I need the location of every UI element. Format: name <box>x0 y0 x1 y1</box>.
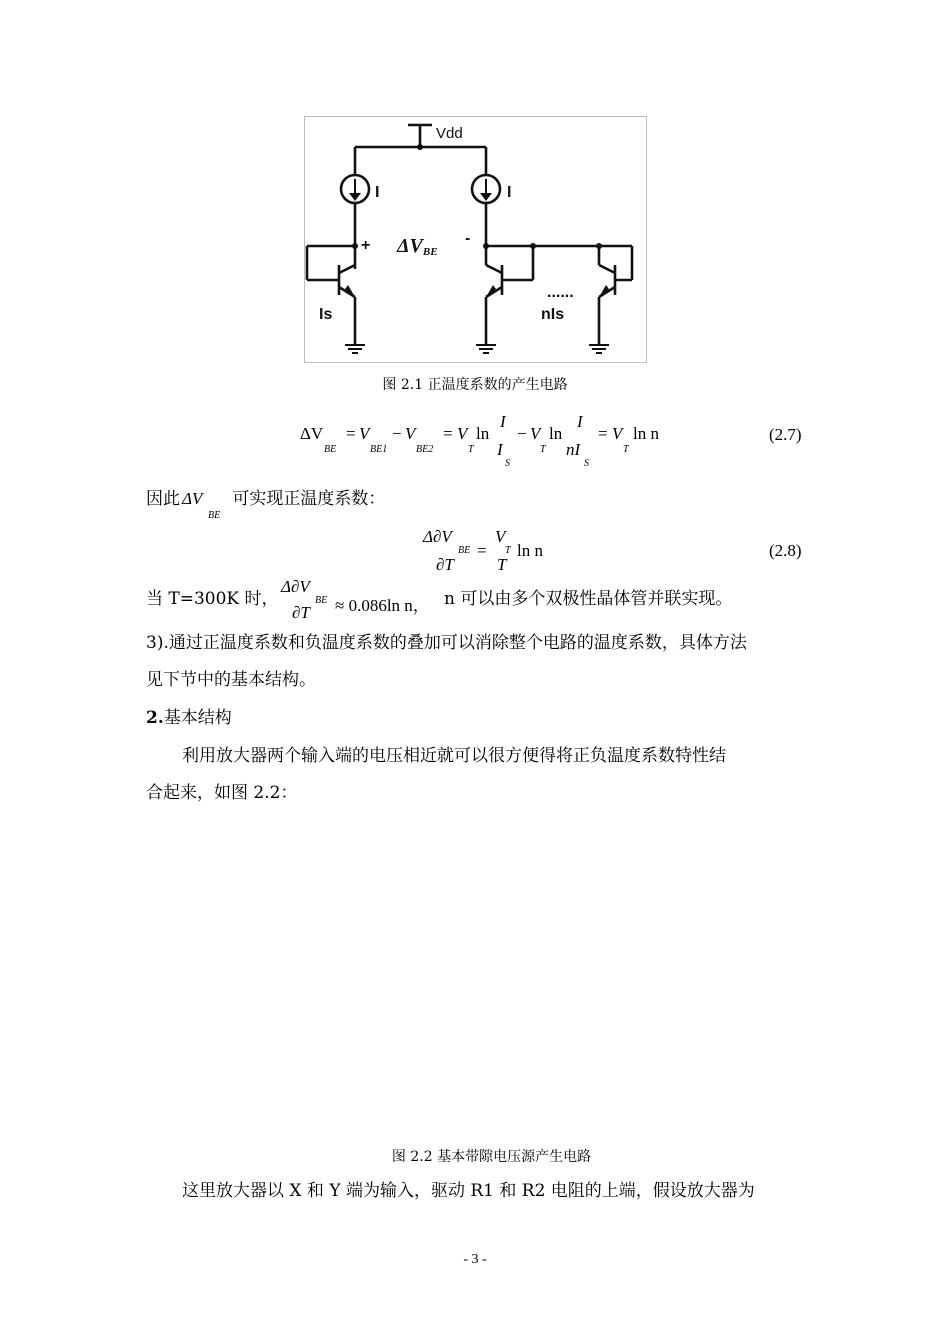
para2-num: Δ∂V <box>281 577 310 596</box>
left-bjt-collector <box>339 265 355 273</box>
para1-suffix: 可实现正温度系数： <box>232 489 386 509</box>
para4-line2: 合起来，如图 2.2： <box>146 783 298 803</box>
eq27-vt1: V <box>457 424 468 443</box>
eq27-ln2: ln <box>549 424 563 443</box>
eq28-frac-num-sub: T <box>505 545 511 556</box>
eq27-frac2-den-sub: S <box>584 458 589 469</box>
eq27-minus2: − <box>517 424 527 443</box>
eq27-lhs: ΔV <box>300 424 324 443</box>
para2-num-sub: BE <box>315 595 328 606</box>
ptat-circuit-diagram <box>305 117 646 362</box>
para4-line1: 利用放大器两个输入端的电压相近就可以很方便得将正负温度系数特性结 <box>182 746 726 766</box>
section-title: 基本结构 <box>163 708 232 728</box>
eq28-tail: ln n <box>517 541 543 560</box>
bjt1-collector <box>486 265 502 273</box>
eq27-lhs-sub: BE <box>324 444 337 455</box>
eq28-frac-num: V <box>495 527 506 546</box>
eq27-v2-sub: BE2 <box>416 444 434 455</box>
eq28-num-sub: BE <box>458 545 471 556</box>
eq27-frac1-den: I <box>497 440 503 459</box>
eq27-frac2-den: nI <box>566 440 581 459</box>
right-arrow-head <box>480 193 492 201</box>
section-heading <box>146 710 232 727</box>
eq27-vt2: V <box>530 424 541 443</box>
parallel-dots: ...... <box>547 284 574 301</box>
para3-line2: 见下节中的基本结构。 <box>146 670 316 690</box>
equation-2-7 <box>300 424 323 444</box>
eq27-eq1: = <box>346 424 356 443</box>
figure-2-2-caption: 图 2.2 基本带隙电压源产生电路 <box>391 1149 592 1165</box>
minus-label: - <box>465 230 471 247</box>
para3-line1: 3).通过正温度系数和负温度系数的叠加可以消除整个电路的温度系数，具体方法 <box>146 633 747 653</box>
eq27-frac2-num: I <box>577 412 583 431</box>
eq27-v1-sub: BE1 <box>370 444 388 455</box>
eq27-eq2: = <box>443 424 453 443</box>
page-number: - 3 - <box>463 1252 487 1267</box>
is-label: Is <box>319 306 333 323</box>
middle-ground-icon <box>476 345 496 353</box>
vdd-label: Vdd <box>436 125 463 142</box>
eq27-frac1-den-sub: S <box>505 458 510 469</box>
left-ground-icon <box>345 345 365 353</box>
section-number: 2. <box>146 708 164 728</box>
left-arrow-head <box>349 193 361 201</box>
nis-label: nIs <box>541 306 565 323</box>
para1-prefix: 因此 <box>146 489 180 509</box>
eq28-number: (2.8) <box>769 541 802 560</box>
delta-vbe-label: ΔVBE <box>397 235 438 258</box>
para2-suffix: n 可以由多个双极性晶体管并联实现。 <box>444 589 733 609</box>
plus-label: + <box>361 237 371 254</box>
eq28-den: ∂T <box>436 555 454 574</box>
left-current-label: I <box>375 184 380 201</box>
para5-line1: 这里放大器以 X 和 Y 端为输入，驱动 R1 和 R2 电阻的上端，假设放大器为 <box>182 1181 755 1201</box>
bjtn-collector <box>599 265 615 273</box>
right-ground-icon <box>589 345 609 353</box>
eq27-vt2-sub: T <box>540 444 546 455</box>
eq28-frac-den: T <box>497 555 507 574</box>
para2-prefix: 当 T=300K 时， <box>146 589 279 609</box>
eq28-num: Δ∂V <box>423 527 452 546</box>
eq27-minus1: − <box>392 424 402 443</box>
figure-2-1-circuit <box>304 116 647 363</box>
eq27-ln3: ln n <box>633 424 659 443</box>
para1-symbol: ΔV <box>182 489 203 508</box>
eq27-ln1: ln <box>476 424 490 443</box>
eq27-v2: V <box>405 424 416 443</box>
para1-symbol-sub: BE <box>208 510 221 521</box>
right-current-label: I <box>507 184 512 201</box>
eq27-vt3: V <box>612 424 623 443</box>
eq27-v1: V <box>359 424 370 443</box>
para-positive-coefficient <box>146 490 385 508</box>
para2-den: ∂T <box>292 603 310 622</box>
eq27-vt3-sub: T <box>623 444 629 455</box>
para2-approx: ≈ 0.086ln n， <box>335 596 430 615</box>
eq27-frac1-num: I <box>500 412 506 431</box>
figure-2-1-caption: 图 2.1 正温度系数的产生电路 <box>382 377 568 393</box>
eq27-eq3: = <box>598 424 608 443</box>
eq27-vt1-sub: T <box>468 444 474 455</box>
eq27-number: (2.7) <box>769 425 802 444</box>
figure-2-2-area <box>146 820 806 1130</box>
eq28-eq: = <box>477 541 487 560</box>
